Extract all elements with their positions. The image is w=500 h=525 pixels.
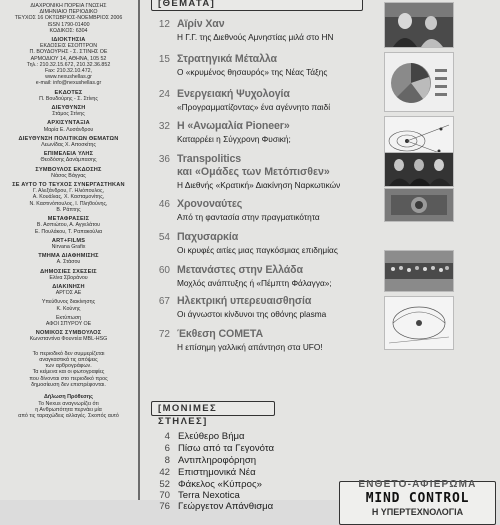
credits-list [0,37,137,343]
credit-line: Α. Κουάλιας, Χ. Κασταμονίτης, [32,194,105,201]
regular-column-item[interactable] [143,455,318,467]
portrait-image [385,3,453,47]
credit-block [4,105,133,117]
toc-entry[interactable] [143,229,373,263]
credit-heading: ΔΙΕΥΘΥΝΣΗ [51,105,86,112]
toc-subtitle: Ο «κρυμένος θησαυρός» της Νέας Τάξης [177,67,328,77]
credit-line: Μαρία Ε. Λυσάνδρου [43,126,94,133]
regular-column-item[interactable] [143,431,318,443]
toc-entry[interactable] [143,86,373,120]
credit-line: ΑΡΜΟΔΙΟΥ 14, ΑΘΗΝΑ, 105 52 [30,55,107,62]
credit-line: Κ. Κούνης [56,305,81,312]
toc-subtitle: «Προγραμματίζοντας» ένα αγέννητο παιδί [177,102,331,112]
toc-heading: [ΘΕΜΑΤΑ] [151,0,363,11]
credit-block [4,269,133,281]
credit-line: Ε. Πουλάκου, Τ. Ραπακούλια [34,228,103,235]
toc-subtitle: Μοχλός ανάπτυξης ή «Πέμπτη Φάλαγγα»; [177,278,332,288]
credit-heading: ΑΡΧΙΣΥΝΤΑΞΙΑ [47,120,90,127]
toc-page-number: 32 [158,121,170,132]
masthead [4,3,133,34]
regular-label: Terra Nexotica [178,490,240,501]
masthead-line: ISSN 1790-01400 [47,21,90,28]
toc-title: Μετανάστες στην Ελλάδα [177,264,303,276]
column-divider [138,0,140,500]
credit-line: Στάμος Στίνης [52,111,85,118]
credit-block [4,315,133,327]
toc-entry[interactable] [143,16,373,50]
regular-page-number: 42 [159,467,170,478]
toc-page-number: 24 [158,89,170,100]
credit-heading: ΔΙΕΥΘΥΝΣΗ ΠΟΛΙΤΙΚΩΝ ΘΕΜΑΤΩΝ [18,135,119,142]
disclaimer-line: δημοσίευση δεν επιστρέφονται. [31,382,106,389]
disclaimer [4,351,133,389]
regulars-heading: [ΜΟΝΙΜΕΣ ΣΤΗΛΕΣ] [151,401,275,416]
toc-title: Αϊρίν Χαν [177,18,225,30]
regular-page-number: 8 [164,455,170,466]
insert-kicker: ΕΝΘΕΤΟ-ΑΦΙΕΡΩΜΑ [358,479,477,490]
insert-feature-box[interactable] [339,481,496,525]
regular-column-item[interactable] [143,501,318,513]
credit-line: Τηλ.: 210.32.15.672, 210.32.36.852 [26,61,111,68]
toc-subtitle: Η Διεθνής «Κρατική» Διακίνηση Ναρκωτικών [177,180,341,190]
disclaimer-line: Το περιοδικό δεν συμμερίζεται [32,350,105,357]
credit-line: Π. ΒΟΥΔΟΥΡΗΣ - Σ. ΣΤΙΝΗΣ ΟΕ [29,49,108,56]
credit-line: Θεοδόσης Δανάμπασης [40,157,97,164]
toc-page-number: 67 [158,296,170,307]
toc-title: Η «Ανωμαλία Pioneer» [177,120,290,132]
regular-page-number: 76 [159,501,170,512]
credit-block [4,136,133,148]
credit-line: Γ. Αλεξάνδρου, Γ. Ηλιόπουλος, [33,188,104,195]
toc-page-number: 15 [158,54,170,65]
toc-page-number: 36 [158,154,170,165]
credit-line: ΑΡΓΟΣ ΑΕ [55,290,82,297]
toc-entry[interactable] [143,293,373,327]
credits-column [0,0,137,500]
article-photo-thumbnail[interactable] [384,250,454,292]
regular-label: Φάκελος «Κύπρος» [178,479,262,490]
declaration-line: Το Nexus αναγνωρίζει ότι [38,400,99,407]
toc-title: Παχυσαρκία [177,231,239,243]
credit-block [4,253,133,265]
toc-subtitle: Καταρρέει η Σύγχρονη Φυσική; [177,134,291,144]
credit-block [4,284,133,296]
officials-photo [385,153,453,186]
toc-entry[interactable] [143,326,373,360]
credit-line: Νάσος Βάγγας [51,172,86,179]
toc-subtitle: Από τη φαντασία στην πραγματικότητα [177,212,320,222]
masthead-line: ΤΕΥΧΟΣ 16 ΟΚΤΩΒΡΙΟΣ-ΝΟΕΜΒΡΙΟΣ 2006 [14,15,123,22]
credit-heading: ΕΠΙΜΕΛΕΙΑ ΥΛΗΣ [43,151,94,158]
regular-page-number: 4 [164,431,170,442]
toc-subtitle: Οι άγνωστοι κίνδυνοι της οθόνης plasma [177,309,327,319]
toc-page-number: 12 [158,19,170,30]
credit-heading: ΕΚΔΟΤΕΣ [54,89,83,96]
credit-heading: ART+FILMS [51,237,86,244]
regular-label: Ελεύθερο Βήμα [178,431,245,442]
toc-title: Ενεργειακή Ψυχολογία [177,88,290,100]
declaration-line: η Ανθρωπότητα περνάει μία [35,406,102,413]
credit-line: Fax: 210.32.10.472, [44,68,93,75]
credit-heading: ΔΙΑΚΙΝΗΣΗ [52,283,85,290]
credit-block [4,90,133,102]
disclaimer-line: Τα κείμενα και οι φωτογραφίες [32,369,105,376]
disclaimer-line: των αρθρογράφων. [45,363,92,370]
credit-block [4,238,133,250]
regular-column-item[interactable] [143,467,318,479]
credit-line: Nirvana Grafix [51,243,86,250]
regular-page-number: 6 [164,443,170,454]
toc-page-number: 72 [158,329,170,340]
credit-heading: ΤΜΗΜΑ ΔΙΑΦΗΜΙΣΗΣ [38,253,99,260]
credit-line: Λεωνίδας Χ. Αποσκίτης [41,142,96,149]
insert-title: MIND CONTROL [365,491,470,506]
credit-line: Π. Βουδούρης - Σ. Στίνης [39,95,98,102]
regular-label: Πίσω από τα Γεγονότα [178,443,275,454]
toc-title-continued: και «Ομάδες των Μετόπισθεν» [177,166,330,178]
credit-heading: ΝΟΜΙΚΟΣ ΣΥΜΒΟΥΛΟΣ [35,330,102,337]
credit-line: Κωνσταντίνα Φουντέα MBL-HSG [29,336,108,343]
regular-label: Επιστημονικά Νέα [178,467,256,478]
declaration-line: από τις ταραχώδεις αλλαγές. Σκοπός αυτό [18,413,119,420]
article-photo-thumbnail[interactable] [384,2,454,48]
credit-block [4,151,133,163]
article-photo-thumbnail[interactable] [384,152,454,187]
toc-page-number: 54 [158,232,170,243]
regular-label: Αντιπληροφόρηση [178,455,257,466]
credit-line: ΕΚΔΟΣΕΙΣ ΕΣΟΠΤΡΟΝ [39,43,98,50]
pie-graphic [385,53,453,111]
credit-line: Β. Ράπτης [56,206,81,213]
credit-block [4,167,133,179]
regular-page-number: 70 [159,490,170,501]
toc-title: Στρατηγικά Μέταλλα [177,53,277,65]
toc-title: Χρονοναύτες [177,198,243,210]
toc-title: Ηλεκτρική υπερευαισθησία [177,295,312,307]
credit-heading: ΣΥΜΒΟΥΛΟΣ ΕΚΔΟΣΗΣ [35,166,102,173]
credit-line: Β. Ασπιώτου, Α. Αγγελάτου [36,222,101,229]
credit-heading: ΔΗΜΟΣΙΕΣ ΣΧΕΣΕΙΣ [40,268,97,275]
toc-title: Έκθεση COMETA [177,328,264,340]
insert-subtitle: Η ΥΠΕΡΤΕΧΝΟΛΟΓΙΑ [371,507,464,517]
toc-subtitle: Οι κρυφές αιτίες μιας παγκόσμιας επιδημίας [177,245,338,255]
article-photo-thumbnail[interactable] [384,188,454,222]
credit-heading: ΜΕΤΑΦΡΑΣΕΙΣ [47,216,90,223]
declaration [4,394,133,419]
pie-graphic-thumbnail[interactable] [384,52,454,112]
disclaimer-line: αναγκαστικά τις απόψεις [39,356,98,363]
toc-subtitle: Η επίσημη γαλλική απάντηση στα UFO! [177,342,323,352]
crowd-boat-photo [385,251,453,291]
credit-line: Ν. Καστινόπουλος, Ι. Πληθούνης, [29,200,108,207]
credit-block [4,299,133,311]
machine-photo [385,189,453,221]
toc-title: Transpolitics [177,153,242,165]
masthead-line: ΔΙΜΗΝΙΑΙΟ ΠΕΡΙΟΔΙΚΟ [39,9,98,16]
declaration-title: Δήλωση Πρόθεσης [44,394,93,401]
regular-page-number: 52 [159,479,170,490]
credit-block [4,182,133,213]
credit-block [4,120,133,132]
credit-line: Α. Στάσου [56,259,81,266]
disclaimer-line: που δίνονται στο περιοδικό προς [29,375,108,382]
toc-page-number: 60 [158,265,170,276]
diagram-thumbnail[interactable] [384,296,454,350]
credit-heading: ΙΔΙΟΚΤΗΣΙΑ [51,37,86,44]
credit-block [4,37,133,87]
credit-line: Εκτύπωση [55,314,82,321]
toc-entry[interactable] [143,151,373,197]
credit-heading: ΣΕ ΑΥΤΟ ΤΟ ΤΕΥΧΟΣ ΣΥΝΕΡΓΑΣΤΗΚΑΝ [12,182,125,189]
masthead-line: ΚΩΔΙΚΟΣ: 6304 [49,27,88,34]
credit-line: ΑΦΟΙ ΣΠΥΡΟΥ ΟΕ [45,320,92,327]
regular-label: Γεώργετον Απάνθισμα [178,501,274,512]
credit-line: Ελίνα Σβοράνου [49,274,88,281]
toc-page-number: 46 [158,199,170,210]
toc-entry[interactable] [143,51,373,85]
regular-column-item[interactable] [143,443,318,455]
masthead-line: ΔΙΑΧΡΟΝΙΚΗ ΠΟΡΕΙΑ ΓΝΩΣΗΣ [30,3,107,9]
contents-column [143,0,500,517]
toc-entry[interactable] [143,262,373,296]
toc-entry[interactable] [143,118,373,152]
credit-line: www.nexushellas.gr [45,74,92,81]
credit-block [4,216,133,235]
credit-line: Υπεύθυνος διακίνησης [41,299,96,306]
toc-entry[interactable] [143,196,373,230]
ufo-trajectory-diagram [385,297,453,349]
toc-subtitle: Η Γ.Γ. της Διεθνούς Αμνηστίας μιλά στο ΗΝ [177,32,334,42]
credit-block [4,330,133,342]
credit-line: e-mail: info@nexushellas.gr [35,80,102,87]
